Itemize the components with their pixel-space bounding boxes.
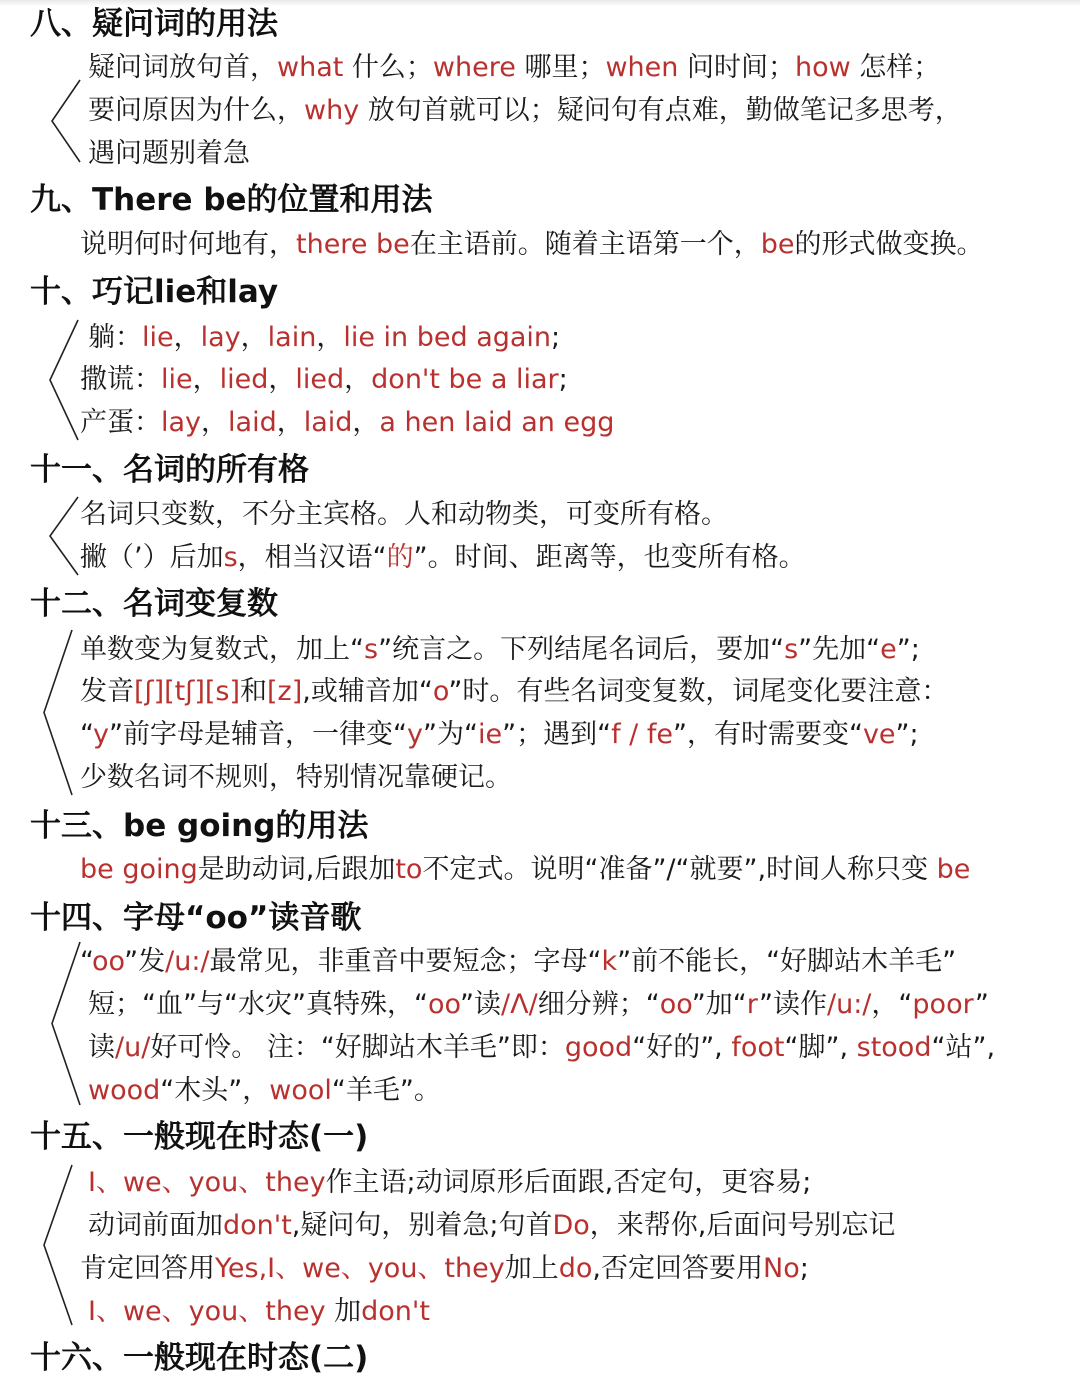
highlight-text: when — [605, 52, 679, 83]
body-text: ”。时间、距离等，也变所有格。 — [413, 542, 806, 573]
highlight-text: Yes,I、we、you、they — [215, 1253, 505, 1284]
body-text: ”读 — [460, 989, 502, 1020]
body-text: 最常见，非重音中要短念；字母“ — [209, 946, 602, 977]
section-heading: 十六、一般现在时态(二) — [30, 1340, 369, 1376]
body-text: ”; — [895, 719, 919, 750]
body-text: 的形式做变换。 — [794, 229, 984, 260]
text-line — [80, 497, 728, 533]
highlight-text: how — [794, 52, 851, 83]
highlight-text: be — [760, 229, 795, 260]
highlight-text: do — [558, 1253, 593, 1284]
highlight-text: I、we、you、they — [88, 1167, 326, 1198]
body-text: 躺： — [88, 322, 142, 353]
body-text: ， — [268, 364, 296, 395]
body-text: 是助动词,后跟加 — [197, 854, 396, 885]
highlight-text: Do — [552, 1210, 590, 1241]
body-text: 撇（’）后加 — [80, 542, 224, 573]
highlight-text: a hen laid an egg — [379, 407, 615, 438]
highlight-text: lied — [219, 364, 269, 395]
body-text: 要问原因为什么， — [88, 95, 304, 126]
highlight-text: /u/ — [115, 1032, 151, 1063]
body-text: 什么； — [343, 52, 433, 83]
highlight-text: k — [601, 946, 618, 977]
section-heading: 十二、名词变复数 — [30, 586, 278, 622]
highlight-text: be going — [80, 854, 198, 885]
highlight-text: s — [223, 542, 238, 573]
body-text: 说明何时何地有， — [80, 229, 296, 260]
body-text: 短；“血”与“水灾”真特殊，“ — [88, 989, 428, 1020]
highlight-text: y — [407, 719, 423, 750]
highlight-text: [z] — [267, 676, 303, 707]
body-text: ， — [316, 322, 344, 353]
highlight-text: /u:/ — [165, 946, 210, 977]
brace-bracket-icon — [48, 318, 80, 442]
body-text: ”加“ — [691, 989, 747, 1020]
highlight-text: laid — [228, 407, 277, 438]
highlight-text: laid — [303, 407, 353, 438]
body-text: 好可怜。 注：“好脚站木羊毛”即： — [150, 1032, 565, 1063]
highlight-text: I、we、you、they — [88, 1296, 335, 1327]
highlight-text: to — [395, 854, 423, 885]
body-text: ， — [352, 407, 380, 438]
body-text: ”读作 — [759, 989, 827, 1020]
section-heading: 九、There be的位置和用法 — [30, 182, 433, 218]
text-line — [88, 320, 560, 356]
highlight-text: s — [784, 634, 799, 665]
highlight-text: why — [304, 95, 360, 126]
highlight-text: [ʃ][tʃ][s] — [134, 676, 240, 707]
body-text: ， — [173, 322, 201, 353]
brace-bracket-icon — [50, 940, 82, 1107]
highlight-text: lie — [142, 322, 174, 353]
body-text: ”，有时需要变“ — [672, 719, 863, 750]
body-text: 不定式。说明“准备”/“就要”,时间人称只变 — [422, 854, 937, 885]
body-text: ”先加“ — [798, 634, 881, 665]
highlight-text: what — [277, 52, 344, 83]
body-text: ， — [192, 364, 220, 395]
body-text: 加 — [334, 1296, 362, 1327]
brace-bracket-icon — [42, 1163, 74, 1327]
section-heading: 十一、名词的所有格 — [30, 452, 309, 488]
body-text: “ — [80, 719, 94, 750]
body-text: ”统言之。下列结尾名词后，要加“ — [378, 634, 785, 665]
text-line — [80, 1251, 809, 1287]
section-heading: 十、巧记lie和lay — [30, 274, 279, 310]
body-text: ”前字母是辅音，一律变“ — [109, 719, 407, 750]
body-text: ”；遇到“ — [502, 719, 612, 750]
section-heading: 十四、字母“oo”读音歌 — [30, 900, 362, 936]
highlight-text: don't — [223, 1210, 292, 1241]
body-text: ” — [974, 989, 989, 1020]
text-line — [80, 674, 948, 710]
highlight-text: foot — [731, 1032, 785, 1063]
body-text: ，来帮你,后面问号别忘记 — [589, 1210, 896, 1241]
brace-bracket-icon — [50, 78, 82, 164]
body-text: 放句首就可以；疑问句有点难，勤做笔记多思考， — [359, 95, 962, 126]
text-line — [88, 987, 989, 1023]
highlight-text: where — [432, 52, 516, 83]
body-text: 少数名词不规则，特别情况靠硬记。 — [80, 762, 512, 793]
body-text: ; — [799, 1253, 809, 1284]
body-text: 疑问词放句首， — [88, 52, 277, 83]
body-text: “ — [80, 946, 93, 977]
highlight-text: lie — [161, 364, 193, 395]
highlight-text: lie in bed again — [343, 322, 552, 353]
highlight-text: oo — [427, 989, 461, 1020]
body-text: 发音 — [80, 676, 134, 707]
body-text: 作主语;动词原形后面跟,否定句，更容易; — [325, 1167, 812, 1198]
body-text: 哪里； — [515, 52, 606, 83]
highlight-text: r — [746, 989, 759, 1020]
brace-bracket-icon — [48, 495, 80, 577]
body-text: ， — [240, 322, 268, 353]
highlight-text: ie — [477, 719, 503, 750]
body-text: “脚”, — [784, 1032, 857, 1063]
body-text: ，相当汉语“ — [237, 542, 387, 573]
body-text: ,否定回答要用 — [592, 1253, 763, 1284]
highlight-text: lain — [267, 322, 317, 353]
body-text: 在主语前。随着主语第一个， — [409, 229, 761, 260]
text-line — [80, 540, 806, 576]
body-text: “羊毛”。 — [331, 1075, 441, 1106]
text-line — [80, 227, 984, 263]
body-text: ， — [201, 407, 229, 438]
body-text: ; — [551, 322, 561, 353]
highlight-text: y — [93, 719, 110, 750]
text-line — [88, 1030, 995, 1066]
body-text: 和 — [240, 676, 267, 707]
text-line — [88, 1073, 441, 1109]
body-text: “木头”， — [160, 1075, 270, 1106]
highlight-text: lay — [200, 322, 241, 353]
body-text: 名词只变数，不分主宾格。人和动物类，可变所有格。 — [80, 499, 728, 530]
body-text: 问时间； — [678, 52, 795, 83]
highlight-text: lay — [161, 407, 202, 438]
text-line — [80, 405, 614, 441]
highlight-text: o — [432, 676, 449, 707]
highlight-text: /u:/ — [827, 989, 872, 1020]
section-heading: 八、疑问词的用法 — [30, 6, 278, 42]
highlight-text: good — [564, 1032, 633, 1063]
body-text: “站”, — [931, 1032, 996, 1063]
highlight-text: poor — [912, 989, 975, 1020]
text-line — [88, 136, 250, 172]
body-text: 读 — [88, 1032, 115, 1063]
body-text: 加上 — [504, 1253, 559, 1284]
highlight-text: wool — [269, 1075, 332, 1106]
body-text: ,或辅音加“ — [302, 676, 433, 707]
body-text: ”发 — [124, 946, 166, 977]
section-heading: 十三、be going的用法 — [30, 808, 369, 844]
highlight-text: oo — [659, 989, 692, 1020]
highlight-text: 的 — [386, 542, 414, 573]
highlight-text: stood — [856, 1032, 932, 1063]
body-text: ”前不能长，“好脚站木羊毛” — [617, 946, 957, 977]
body-text: 撒谎： — [80, 364, 161, 395]
highlight-text: ve — [862, 719, 896, 750]
body-text: 细分辨；“ — [537, 989, 660, 1020]
text-line — [88, 1208, 895, 1244]
highlight-text: there be — [296, 229, 410, 260]
text-line — [80, 632, 920, 668]
text-line — [80, 852, 970, 888]
body-text: ”为“ — [422, 719, 478, 750]
highlight-text: don't — [361, 1296, 430, 1327]
body-text: ”时。有些名词变复数，词尾变化要注意： — [448, 676, 949, 707]
highlight-text: lied — [295, 364, 345, 395]
body-text: 单数变为复数式，加上“ — [80, 634, 364, 665]
highlight-text: e — [880, 634, 897, 665]
text-line — [88, 1294, 430, 1330]
highlight-text: oo — [92, 946, 125, 977]
section-heading: 十五、一般现在时态(一) — [30, 1119, 369, 1155]
body-text: 遇问题别着急 — [88, 138, 250, 169]
highlight-text: wood — [88, 1075, 161, 1106]
text-line — [80, 717, 919, 753]
text-line — [80, 944, 956, 980]
highlight-text: No — [763, 1253, 800, 1284]
body-text: “好的”, — [632, 1032, 732, 1063]
body-text: 产蛋： — [80, 407, 161, 438]
highlight-text: don't be a liar — [371, 364, 559, 395]
body-text: ， — [276, 407, 304, 438]
text-line — [80, 362, 568, 398]
body-text: 动词前面加 — [88, 1210, 223, 1241]
body-text: ”; — [896, 634, 920, 665]
brace-bracket-icon — [42, 628, 74, 797]
text-line — [88, 50, 940, 86]
text-line — [88, 93, 962, 129]
body-text: ，“ — [871, 989, 913, 1020]
body-text: 肯定回答用 — [80, 1253, 215, 1284]
body-text: 怎样； — [850, 52, 941, 83]
body-text: ， — [344, 364, 372, 395]
body-text: ,疑问句，别着急;句首 — [291, 1210, 553, 1241]
highlight-text: s — [364, 634, 379, 665]
body-text: ; — [558, 364, 568, 395]
highlight-text: /Λ/ — [501, 989, 538, 1020]
text-line — [88, 1165, 811, 1201]
text-line — [80, 760, 512, 796]
highlight-text: be — [936, 854, 971, 885]
highlight-text: f / fe — [611, 719, 673, 750]
